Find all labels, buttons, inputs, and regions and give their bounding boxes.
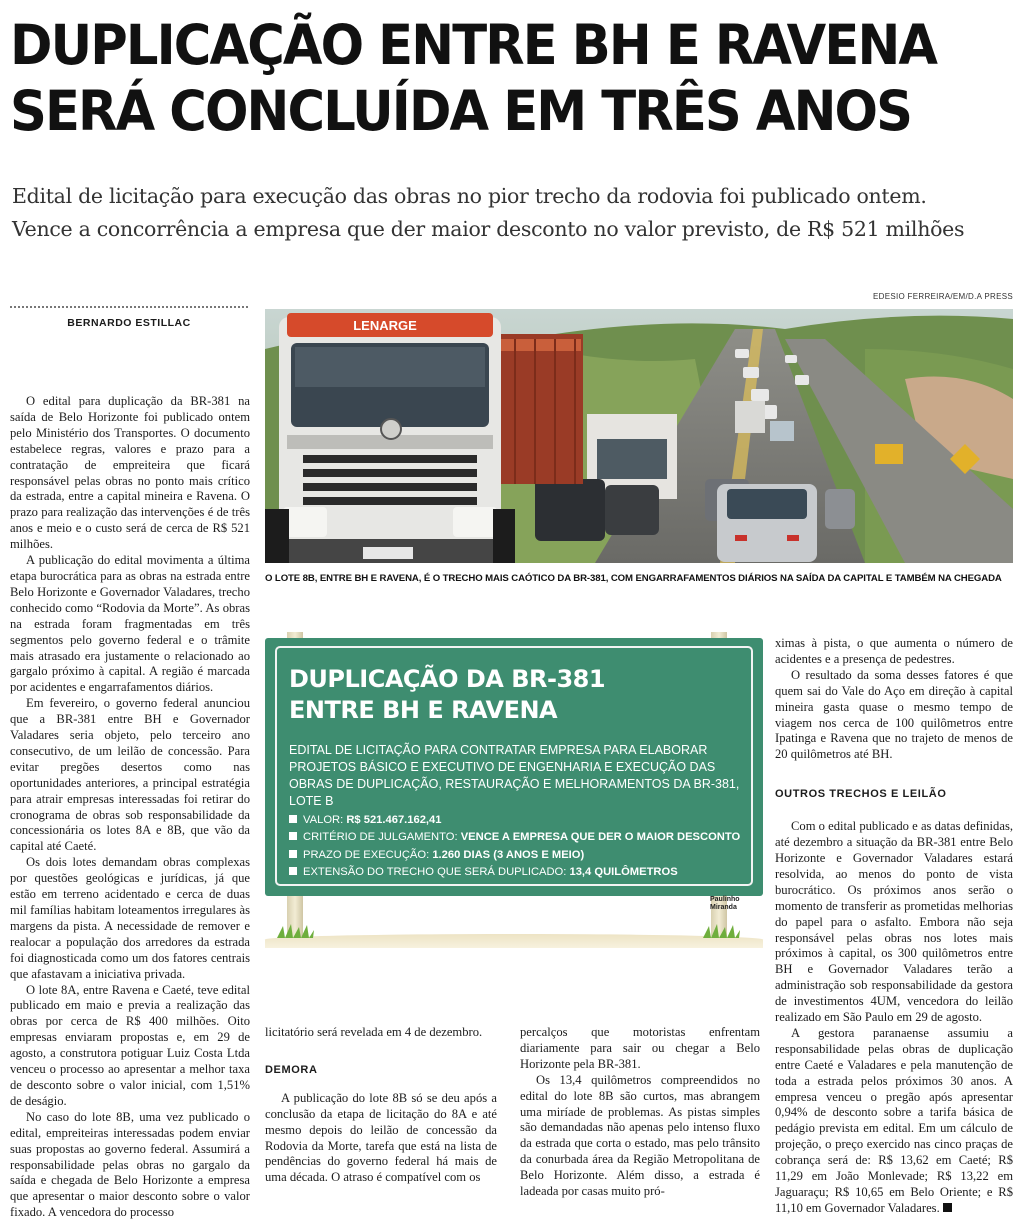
sign-fact-item (289, 847, 751, 864)
fact-value: R$ 521.467.162,41 (346, 814, 442, 826)
paragraph: ximas à pista, o que aumenta o número de acidentes e a presença de pedestres. (775, 636, 1013, 666)
section-heading-outros-trechos: OUTROS TRECHOS E LEILÃO (775, 788, 947, 801)
paragraph: Os 13,4 quilômetros compreendidos no edital do lote 8B são curtos, mas abrangem uma miríade de problemas. As pistas simples são demandadas não apenas pelo intenso fluxo da estrada que corta o estado, mas pelo trânsito da conurbada área da Região Metropolitana de Belo Horizonte. Além disso, a estrada é ladeada por casas muito pró- (520, 1072, 760, 1199)
paragraph: Com o edital publicado e as datas definidas, até dezembro a situação da BR-381 entre Belo Horizonte e Governador Valadares estará resolvida, ao menos do ponto de vista burocrático. Os próximos anos serão o momento de transferir as prometidas melhorias do papel para o asfalto. Embora não seja responsável pelas obras nos lotes mais próximos à capital, os 300 quilômetros entre BH e Governador Valadares terão a administração sob responsabilidade da gestora de investimentos 4UM, vencedora do leilão realizado em São Paulo em 29 de agosto. (775, 819, 1013, 1025)
paragraph (775, 1026, 1013, 1217)
artist-line-1: Paulinho (710, 896, 740, 903)
sign-fact-item (289, 812, 751, 829)
subheadline (12, 180, 1017, 246)
illustrator-signature (710, 896, 740, 912)
paragraph: Em fevereiro, o governo federal anunciou que a BR-381 entre BH e Governador Valadares seria objeto, pelo terceiro ano consecutivo, de um leilão de concessão. Para evitar pregões desertos como nas oportunidades anteriores, a principal estratégia para atrair empresas interessadas foi retirar do cronograma de obras sob responsabilidade da concessionária os lotes 8A e 8B, que vão da capital até Caeté. (10, 696, 250, 854)
paragraph: O edital para duplicação da BR-381 na saída de Belo Horizonte foi publicado ontem pelo Ministério dos Transportes. O documento estabelece regras, valores e prazo para a contratação de empreiteira que ficará responsável pelas obras no ponto mais crítico da estrada, entre a capital mineira e Ravena. O prazo para realização das intervenções é de três anos e meio e o custo será de cerca de R$ 521 milhões. (10, 394, 250, 552)
headline-line-2: SERÁ CONCLUÍDA EM TRÊS ANOS (10, 79, 912, 143)
paragraph: O lote 8A, entre Ravena e Caeté, teve edital publicado em maio e previa a realização das obras por cerca de R$ 400 milhões. Oito empresas enviaram propostas e, em 29 de agosto, a construtora potiguar Luiz Costa Ltda venceu o processo ao apresentar a melhor taxa de desconto sobre o valor inicial, com 1,51% de deságio. (10, 982, 250, 1108)
paragraph: No caso do lote 8B, uma vez publicado o edital, empreiteiras interessadas podem enviar suas propostas ao governo federal. Assumirá a responsabilidade pelas obras no gargalo da saída e chegada de Belo Horizonte a empresa que apresentar o maior desconto sobre o valor fixado. A vencedora do processo (10, 1109, 250, 1220)
fact-value: 13,4 QUILÔMETROS (569, 865, 678, 878)
highway-photo (265, 309, 1013, 563)
bullet-square-icon (289, 815, 297, 823)
paragraph-text: A gestora paranaense assumiu a responsabilidade pelas obras de duplicação entre Caeté e Valadares e pela manutenção de toda a estrada pelos próximos 30 anos. A empresa venceu o pregão após apresentar 0,94% de desconto sobre a tarifa básica de pedágio prevista em edital. Em um cálculo de projeção, o preço exercido nas cinco praças de cobrança será de: R$ 13,62 em Caeté; R$ 11,29 em João Monlevade; R$ 13,22 em Jaguaraçu; R$ 10,65 em Belo Oriente; e R$ 11,10 em Governador Valadares. (775, 1025, 1013, 1215)
sign-facts-list (289, 812, 751, 881)
paragraph: A publicação do lote 8B só se deu após a conclusão da etapa de licitação do 8A e até mesmo depois do leilão de concessão da Rodovia da Morte, tarefa que está na lista de pendências do governo federal há mais de uma década. O atraso é compatível com os (265, 1090, 497, 1185)
article-column-3 (520, 1025, 760, 1200)
article-column-4 (775, 636, 1013, 1217)
sign-title-line-2: ENTRE BH E RAVENA (289, 696, 558, 724)
paragraph: licitatório será revelada em 4 de dezembro. (265, 1025, 483, 1039)
paragraph: O resultado da soma desses fatores é que quem sai do Vale do Aço em direção à capital mineira gasta quase o mesmo tempo de viagem nos cerca de 100 quilômetros entre Ipatinga e Ravena que no trajeto de menos de 20 quilômetros até BH. (775, 667, 1013, 762)
sign-fact-item (289, 864, 751, 881)
grass-icon (701, 922, 741, 938)
sign-title-line-1: DUPLICAÇÃO DA BR-381 (289, 665, 606, 693)
fact-label: PRAZO DE EXECUÇÃO: (303, 848, 433, 861)
photo-credit: EDESIO FERREIRA/EM/D.A PRESS (873, 292, 1013, 301)
sign-description: EDITAL DE LICITAÇÃO PARA CONTRATAR EMPRESA PARA ELABORAR PROJETOS BÁSICO E EXECUTIVO DE ENGENHARIA E EXECUÇÃO DAS OBRAS DE DUPLICAÇÃO, RESTAURAÇÃO E MELHORAMENTOS DA BR-381, LOTE B (289, 743, 740, 808)
fact-value: 1.260 DIAS (3 ANOS E MEIO) (432, 848, 585, 861)
artist-line-2: Miranda (710, 904, 737, 911)
paragraph: A publicação do edital movimenta a última etapa burocrática para as obras na estrada entre Belo Horizonte e Governador Valadares, trecho conhecido como “Rodovia da Morte”. As obras na estrada foram fragmentadas em três segmentos pelo governo federal e o trâmite mais atrasado era justamente o relacionado ao gargalo próximo à capital. A região é marcada por acidentes e engarrafamentos diários. (10, 553, 250, 695)
bullet-square-icon (289, 867, 297, 875)
sign-ground (265, 934, 763, 948)
article-column-2 (265, 1025, 497, 1186)
photo-caption: O LOTE 8B, ENTRE BH E RAVENA, É O TRECHO MAIS CAÓTICO DA BR-381, COM ENGARRAFAMENTOS DIÁRIOS NA SAÍDA DA CAPITAL E TAMBÉM NA CHEGADA (265, 573, 1002, 584)
fact-label: VALOR: (303, 814, 347, 826)
subheadline-line-1: Edital de licitação para execução das obras no pior trecho da rodovia foi publicado ontem. (12, 184, 927, 208)
fact-label: EXTENSÃO DO TRECHO QUE SERÁ DUPLICADO: (303, 865, 570, 878)
grass-icon (275, 922, 315, 938)
info-sign-graphic (265, 632, 763, 954)
subheadline-line-2: Vence a concorrência a empresa que der maior desconto no valor previsto, de R$ 521 milhões (12, 217, 965, 241)
bullet-square-icon (289, 850, 297, 858)
paragraph: percalços que motoristas enfrentam diariamente para sair ou chegar a Belo Horizonte pela BR-381. (520, 1025, 760, 1071)
section-heading-demora: DEMORA (265, 1063, 318, 1076)
highway-traffic-illustration (265, 309, 1013, 563)
fact-label: CRITÉRIO DE JULGAMENTO: (303, 831, 461, 844)
byline: BERNARDO ESTILLAC (67, 317, 191, 329)
article-column-1 (10, 394, 250, 1221)
sign-board (265, 638, 763, 896)
paragraph: Os dois lotes demandam obras complexas por questões geológicas e jurídicas, já que estão em terreno acidentado e cerca de duas mil famílias habitam loteamentos irregulares às margens da pista. A necessidade de remover e realocar a população dos arredores da estrada foi diagnosticada como um dos fatores centrais que afastavam a iniciativa privada. (10, 855, 250, 981)
headline-line-1: DUPLICAÇÃO ENTRE BH E RAVENA (10, 13, 937, 77)
byline-divider (10, 306, 248, 308)
sign-title (289, 664, 739, 726)
headline (10, 12, 945, 144)
fact-value: VENCE A EMPRESA QUE DER O MAIOR DESCONTO (460, 831, 741, 844)
end-of-article-icon (943, 1203, 952, 1212)
bullet-square-icon (289, 832, 297, 840)
truck-brand-text: LENARGE (353, 318, 417, 333)
sign-fact-item (289, 829, 751, 846)
